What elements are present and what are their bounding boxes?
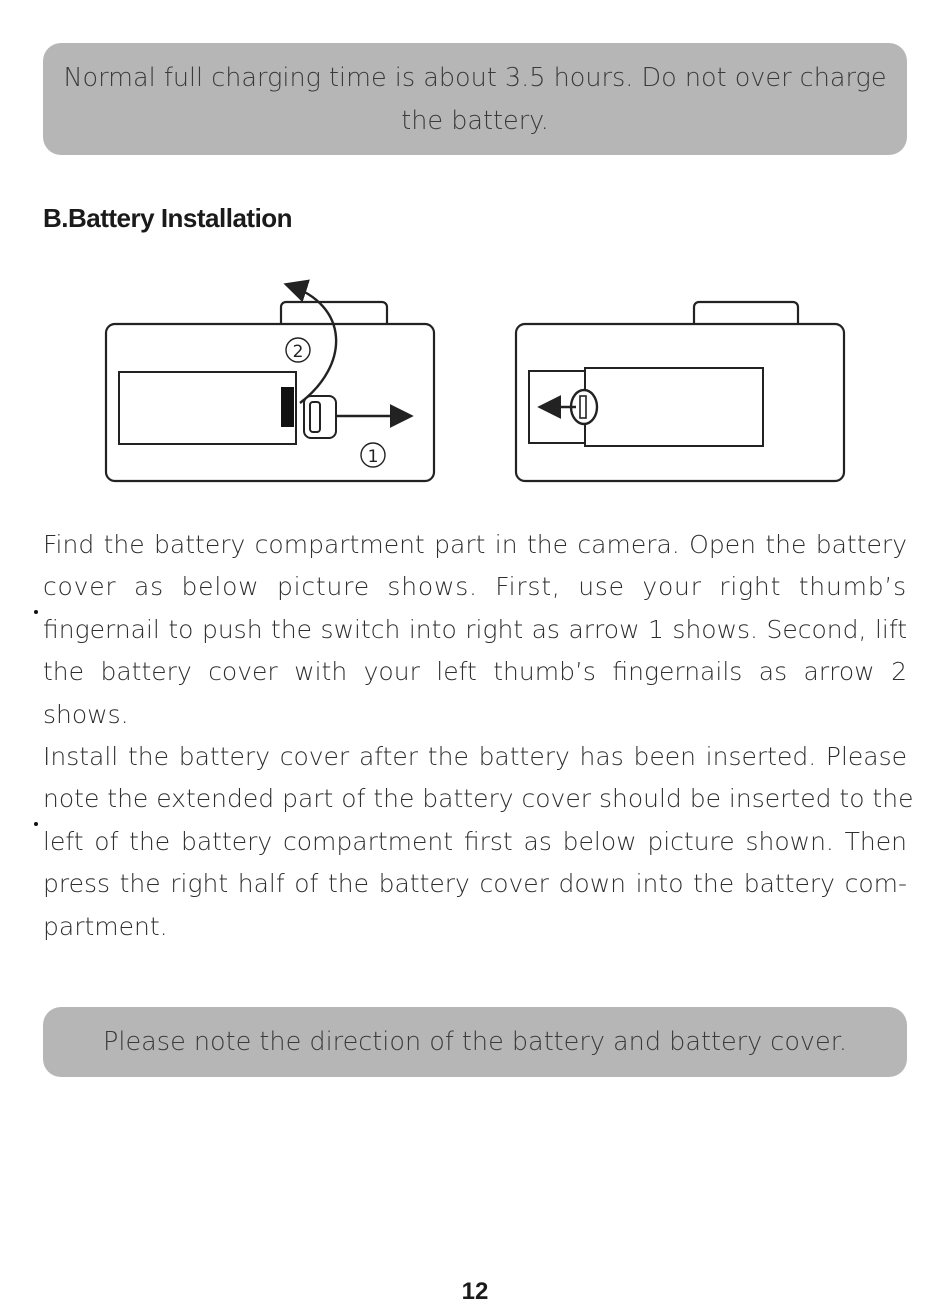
text-line: cover as below picture shows. First, use your right thumb’s [43, 572, 907, 602]
text-line: press the right half of the battery cover down into the battery com- [43, 869, 907, 899]
marker-2: 2 [292, 342, 304, 362]
bullet-marker [34, 822, 38, 826]
marker-1: 1 [367, 447, 379, 467]
text-line: fingernail to push the switch into right as arrow 1 shows. Second, lift [43, 614, 907, 644]
direction-note-text: Please note the direction of the battery and battery cover. [103, 1027, 847, 1057]
charging-note-line-2: the battery. [401, 106, 549, 136]
page-number: 12 [461, 1278, 489, 1305]
text-line: Find the battery compartment part in the camera. Open the battery [43, 530, 907, 559]
text-line: left of the battery compartment first as below picture shown. Then [43, 826, 907, 856]
text-line: Install the battery cover after the battery has been inserted. Please [43, 742, 907, 771]
bullet-marker [34, 610, 38, 614]
battery-latch [281, 387, 294, 427]
paragraph-install-cover [43, 736, 914, 948]
text-line: note the extended part of the battery cover should be inserted to the [43, 784, 914, 814]
text-line: partment. [43, 911, 168, 941]
text-line: the battery cover with your left thumb’s fingernails as arrow 2 [43, 657, 907, 687]
battery-cover [585, 368, 763, 446]
text-line: shows. [43, 699, 129, 729]
paragraph-open-cover [43, 524, 907, 736]
battery-compartment [119, 372, 296, 444]
section-heading: B.Battery Installation [43, 203, 293, 233]
open-cover-figure [100, 275, 440, 487]
direction-note-box [43, 1007, 907, 1077]
charging-note-box [43, 43, 907, 155]
charging-note-line-1: Normal full charging time is about 3.5 hours. Do not over charge [63, 63, 887, 93]
insert-cover-figure [510, 295, 850, 487]
